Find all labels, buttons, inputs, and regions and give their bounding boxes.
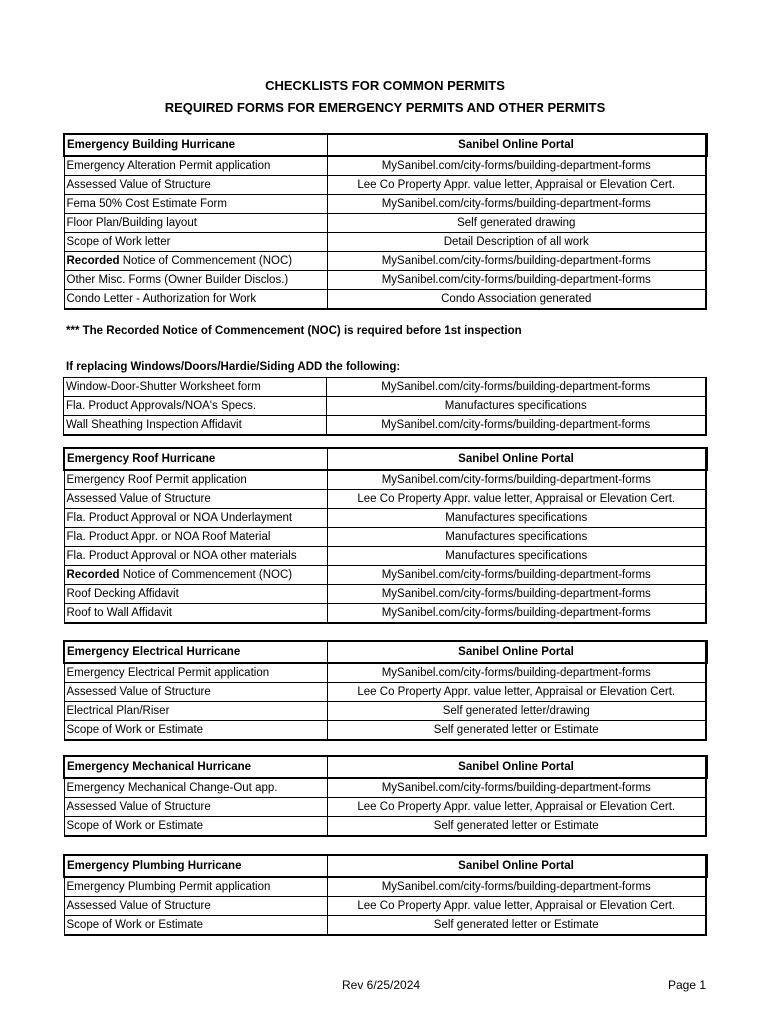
table-row	[64, 702, 706, 721]
section-heading: Emergency Roof Hurricane	[64, 448, 327, 470]
section-heading: Emergency Plumbing Hurricane	[64, 855, 327, 877]
portal-heading: Sanibel Online Portal	[327, 134, 706, 156]
required-item: Fla. Product Approval or NOA other materials	[64, 547, 327, 566]
table-row	[64, 897, 706, 916]
item-source: Self generated letter or Estimate	[327, 817, 706, 837]
item-source: MySanibel.com/city-forms/building-department-forms	[327, 271, 706, 290]
revision-date: Rev 6/25/2024	[342, 978, 421, 992]
plumbing-checklist-table	[63, 854, 708, 936]
portal-heading: Sanibel Online Portal	[327, 641, 706, 663]
roof-checklist-table	[63, 447, 708, 624]
item-source: Lee Co Property Appr. value letter, Appraisal or Elevation Cert.	[327, 490, 706, 509]
table-row	[64, 214, 706, 233]
table-row	[64, 252, 706, 271]
noc-requirement-note: *** The Recorded Notice of Commencement (NOC) is required before 1st inspection	[66, 325, 522, 337]
item-source: Condo Association generated	[327, 290, 706, 310]
table-row	[64, 604, 706, 624]
item-source: MySanibel.com/city-forms/building-department-forms	[327, 566, 706, 585]
table-row	[64, 195, 706, 214]
required-item: Scope of Work or Estimate	[64, 916, 327, 936]
required-item: Floor Plan/Building layout	[64, 214, 327, 233]
item-source: Manufactures specifications	[327, 509, 706, 528]
table-row	[64, 778, 706, 798]
table-row	[64, 397, 706, 416]
table-header-row	[64, 641, 706, 663]
item-source: MySanibel.com/city-forms/building-department-forms	[327, 585, 706, 604]
item-source: Self generated drawing	[327, 214, 706, 233]
item-source: Manufactures specifications	[327, 397, 706, 416]
portal-heading: Sanibel Online Portal	[327, 855, 706, 877]
item-source: Lee Co Property Appr. value letter, Appraisal or Elevation Cert.	[327, 798, 706, 817]
item-source: Manufactures specifications	[327, 528, 706, 547]
required-item: Scope of Work or Estimate	[64, 817, 327, 837]
windows-addendum-note: If replacing Windows/Doors/Hardie/Siding ADD the following:	[66, 361, 401, 373]
table-header-row	[64, 448, 706, 470]
required-item: Roof Decking Affidavit	[64, 585, 327, 604]
document-subtitle: REQUIRED FORMS FOR EMERGENCY PERMITS AND OTHER PERMITS	[164, 100, 606, 115]
table-header-row	[64, 855, 706, 877]
table-row	[64, 416, 706, 436]
required-item: Fla. Product Approval or NOA Underlayment	[64, 509, 327, 528]
portal-heading: Sanibel Online Portal	[327, 756, 706, 778]
required-item: Scope of Work or Estimate	[64, 721, 327, 741]
table-header-row	[64, 756, 706, 778]
table-header-row	[64, 134, 706, 156]
table-row	[64, 233, 706, 252]
required-item: Assessed Value of Structure	[64, 683, 327, 702]
table-row	[64, 156, 706, 176]
item-source: Detail Description of all work	[327, 233, 706, 252]
item-source: Manufactures specifications	[327, 547, 706, 566]
required-item: Assessed Value of Structure	[64, 490, 327, 509]
required-item: Roof to Wall Affidavit	[64, 604, 327, 624]
table-row	[64, 817, 706, 837]
required-item: Wall Sheathing Inspection Affidavit	[64, 416, 327, 436]
table-row	[64, 585, 706, 604]
required-item: Window-Door-Shutter Worksheet form	[64, 378, 327, 397]
document-title: CHECKLISTS FOR COMMON PERMITS	[265, 78, 505, 93]
table-row	[64, 271, 706, 290]
table-row	[64, 547, 706, 566]
required-item: Scope of Work letter	[64, 233, 327, 252]
required-item: Assessed Value of Structure	[64, 798, 327, 817]
item-source: MySanibel.com/city-forms/building-department-forms	[327, 156, 706, 176]
windows-checklist-table	[63, 377, 707, 436]
item-source: MySanibel.com/city-forms/building-department-forms	[327, 663, 706, 683]
table-row	[64, 916, 706, 936]
electrical-checklist-table	[63, 640, 708, 741]
table-row	[64, 566, 706, 585]
table-row	[64, 378, 706, 397]
item-source: MySanibel.com/city-forms/building-department-forms	[327, 378, 706, 397]
required-item: Emergency Roof Permit application	[64, 470, 327, 490]
emphasis-label: Recorded	[66, 568, 120, 581]
item-source: Self generated letter or Estimate	[327, 721, 706, 741]
item-source: MySanibel.com/city-forms/building-department-forms	[327, 252, 706, 271]
required-item: Electrical Plan/Riser	[64, 702, 327, 721]
required-item: Assessed Value of Structure	[64, 176, 327, 195]
item-source: MySanibel.com/city-forms/building-department-forms	[327, 778, 706, 798]
required-item: Fla. Product Approvals/NOA's Specs.	[64, 397, 327, 416]
mechanical-checklist-table	[63, 755, 708, 837]
table-row	[64, 509, 706, 528]
item-source: Lee Co Property Appr. value letter, Appraisal or Elevation Cert.	[327, 897, 706, 916]
table-row	[64, 877, 706, 897]
item-label: Notice of Commencement (NOC)	[119, 254, 293, 267]
item-label: Notice of Commencement (NOC)	[119, 568, 293, 581]
item-source: MySanibel.com/city-forms/building-department-forms	[327, 416, 706, 436]
required-item: Fema 50% Cost Estimate Form	[64, 195, 327, 214]
required-item: Emergency Plumbing Permit application	[64, 877, 327, 897]
section-heading: Emergency Building Hurricane	[64, 134, 327, 156]
required-item: Emergency Alteration Permit application	[64, 156, 327, 176]
item-source: Self generated letter or Estimate	[327, 916, 706, 936]
page-number: Page 1	[668, 978, 707, 992]
item-source: MySanibel.com/city-forms/building-department-forms	[327, 195, 706, 214]
section-heading: Emergency Mechanical Hurricane	[64, 756, 327, 778]
section-heading: Emergency Electrical Hurricane	[64, 641, 327, 663]
item-source: MySanibel.com/city-forms/building-department-forms	[327, 877, 706, 897]
required-item: Emergency Electrical Permit application	[64, 663, 327, 683]
item-source: Lee Co Property Appr. value letter, Appraisal or Elevation Cert.	[327, 683, 706, 702]
required-item: Assessed Value of Structure	[64, 897, 327, 916]
emphasis-label: Recorded	[66, 254, 120, 267]
item-source: Lee Co Property Appr. value letter, Appraisal or Elevation Cert.	[327, 176, 706, 195]
required-item: Fla. Product Appr. or NOA Roof Material	[64, 528, 327, 547]
table-row	[64, 798, 706, 817]
item-source: MySanibel.com/city-forms/building-department-forms	[327, 604, 706, 624]
building-checklist-table	[63, 133, 708, 310]
required-item	[64, 252, 327, 271]
required-item: Condo Letter - Authorization for Work	[64, 290, 327, 310]
table-row	[64, 290, 706, 310]
item-source: MySanibel.com/city-forms/building-department-forms	[327, 470, 706, 490]
table-row	[64, 663, 706, 683]
table-row	[64, 528, 706, 547]
required-item	[64, 566, 327, 585]
required-item: Other Misc. Forms (Owner Builder Disclos.)	[64, 271, 327, 290]
table-row	[64, 683, 706, 702]
table-row	[64, 490, 706, 509]
table-row	[64, 176, 706, 195]
item-source: Self generated letter/drawing	[327, 702, 706, 721]
portal-heading: Sanibel Online Portal	[327, 448, 706, 470]
table-row	[64, 470, 706, 490]
required-item: Emergency Mechanical Change-Out app.	[64, 778, 327, 798]
table-row	[64, 721, 706, 741]
